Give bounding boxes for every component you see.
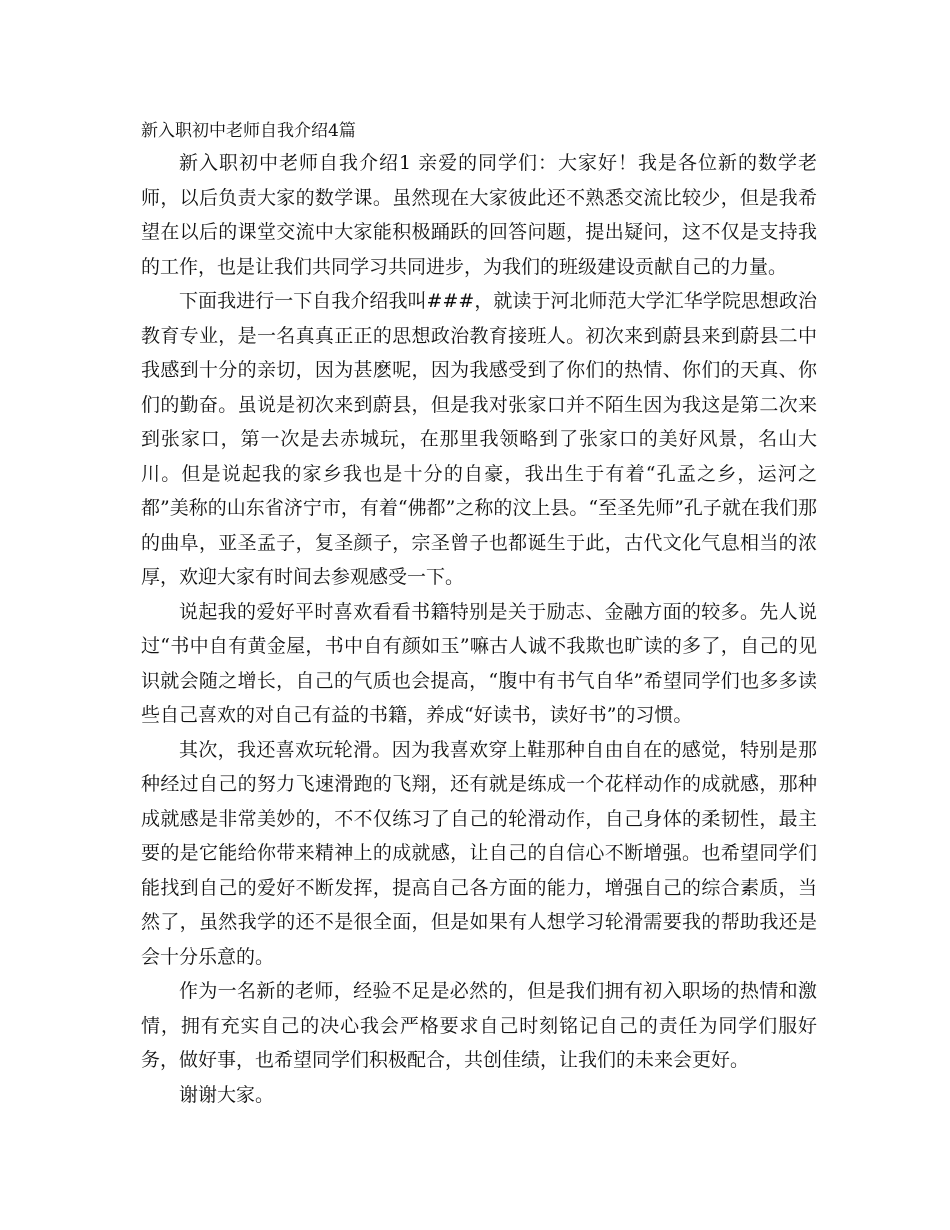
paragraph-1: 新入职初中老师自我介绍1 亲爱的同学们：大家好！我是各位新的数学老师，以后负责大家的数学课。虽然现在大家彼此还不熟悉交流比较少，但是我希望在以后的课堂交流中大家能积极踊跃的回答问题，提出疑问，这不仅是支持我的工作，也是让我们共同学习共同进步，为我们的班级建设贡献自己的力量。 <box>141 152 817 278</box>
document-title: 新入职初中老师自我介绍4篇 <box>141 121 356 141</box>
paragraph-6: 谢谢大家。 <box>179 1083 275 1106</box>
document-body <box>141 116 817 1112</box>
paragraph-5: 作为一名新的老师，经验不足是必然的，但是我们拥有初入职场的热情和激情，拥有充实自己的决心我会严格要求自己时刻铭记自己的责任为同学们服好务，做好事，也希望同学们积极配合，共创佳绩，让我们的未来会更好。 <box>141 980 817 1071</box>
paragraph-3: 说起我的爱好平时喜欢看看书籍特别是关于励志、金融方面的较多。先人说过“书中自有黄金屋，书中自有颜如玉”嘛古人诚不我欺也旷读的多了，自己的见识就会随之增长，自己的气质也会提高，“腹中有书气自华”希望同学们也多多读些自己喜欢的对自己有益的书籍，养成“好读书，读好书”的习惯。 <box>141 600 817 726</box>
paragraph-4: 其次，我还喜欢玩轮滑。因为我喜欢穿上鞋那种自由自在的感觉，特别是那种经过自己的努力飞速滑跑的飞翔，还有就是练成一个花样动作的成就感，那种成就感是非常美妙的，不不仅练习了自己的轮滑动作，自己身体的柔韧性，最主要的是它能给你带来精神上的成就感，让自己的自信心不断增强。也希望同学们能找到自己的爱好不断发挥，提高自己各方面的能力，增强自己的综合素质，当然了，虽然我学的还不是很全面，但是如果有人想学习轮滑需要我的帮助我还是会十分乐意的。 <box>141 738 817 968</box>
paragraph-2: 下面我进行一下自我介绍我叫###，就读于河北师范大学汇华学院思想政治教育专业，是一名真真正正的思想政治教育接班人。初次来到蔚县来到蔚县二中我感到十分的亲切，因为甚麽呢，因为我感受到了你们的热情、你们的天真、你们的勤奋。虽说是初次来到蔚县，但是我对张家口并不陌生因为我这是第二次来到张家口，第一次是去赤城玩，在那里我领略到了张家口的美好风景，名山大川。但是说起我的家乡我也是十分的自豪，我出生于有着“孔孟之乡，运河之都”美称的山东省济宁市，有着“佛都”之称的汶上县。“至圣先师”孔子就在我们那的曲阜，亚圣孟子，复圣颜子，宗圣曾子也都诞生于此，古代文化气息相当的浓厚，欢迎大家有时间去参观感受一下。 <box>141 290 817 588</box>
